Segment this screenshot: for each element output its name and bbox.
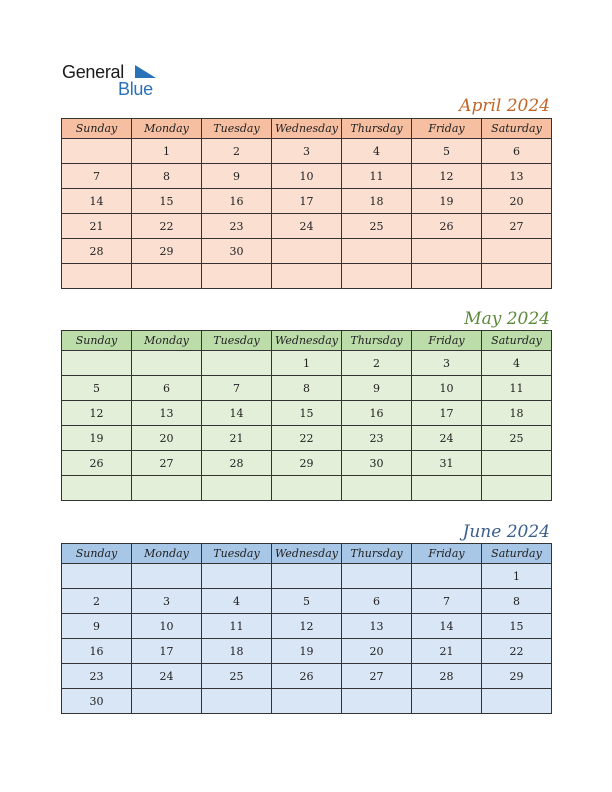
day-cell: 10	[132, 614, 202, 639]
day-cell: 20	[132, 426, 202, 451]
week-row	[62, 214, 552, 239]
weekday-header: Monday	[132, 331, 202, 351]
day-cell	[342, 264, 412, 289]
weekday-header-row	[62, 119, 552, 139]
weekday-header: Thursday	[342, 544, 412, 564]
day-cell: 1	[482, 564, 552, 589]
day-cell: 21	[62, 214, 132, 239]
day-cell	[272, 239, 342, 264]
day-cell: 17	[272, 189, 342, 214]
day-cell	[412, 689, 482, 714]
day-cell: 12	[412, 164, 482, 189]
day-cell: 12	[272, 614, 342, 639]
day-cell	[132, 564, 202, 589]
day-cell: 12	[62, 401, 132, 426]
day-cell	[482, 264, 552, 289]
logo-text-blue: Blue	[118, 79, 153, 99]
day-cell: 9	[342, 376, 412, 401]
day-cell: 29	[132, 239, 202, 264]
day-cell	[412, 476, 482, 501]
day-cell: 31	[412, 451, 482, 476]
day-cell	[412, 564, 482, 589]
day-cell: 3	[272, 139, 342, 164]
weekday-header: Friday	[412, 119, 482, 139]
day-cell: 20	[342, 639, 412, 664]
day-cell	[482, 239, 552, 264]
day-cell: 8	[482, 589, 552, 614]
day-cell	[342, 239, 412, 264]
day-cell: 7	[202, 376, 272, 401]
day-cell	[202, 351, 272, 376]
day-cell	[342, 476, 412, 501]
day-cell: 2	[342, 351, 412, 376]
day-cell: 4	[342, 139, 412, 164]
day-cell	[412, 264, 482, 289]
day-cell: 30	[62, 689, 132, 714]
day-cell: 7	[62, 164, 132, 189]
day-cell: 29	[272, 451, 342, 476]
day-cell: 3	[132, 589, 202, 614]
weekday-header: Sunday	[62, 544, 132, 564]
day-cell: 30	[342, 451, 412, 476]
day-cell: 21	[202, 426, 272, 451]
day-cell	[412, 239, 482, 264]
weekday-header: Saturday	[482, 331, 552, 351]
day-cell	[482, 451, 552, 476]
day-cell: 13	[342, 614, 412, 639]
day-cell: 26	[62, 451, 132, 476]
weekday-header: Saturday	[482, 119, 552, 139]
weekday-header: Monday	[132, 119, 202, 139]
day-cell	[482, 689, 552, 714]
day-cell: 18	[342, 189, 412, 214]
day-cell	[62, 351, 132, 376]
day-cell: 27	[342, 664, 412, 689]
day-cell: 16	[202, 189, 272, 214]
month-title-may: May 2024	[464, 309, 550, 329]
day-cell: 28	[202, 451, 272, 476]
day-cell: 29	[482, 664, 552, 689]
weekday-header: Monday	[132, 544, 202, 564]
week-row	[62, 689, 552, 714]
day-cell: 9	[62, 614, 132, 639]
day-cell: 25	[342, 214, 412, 239]
day-cell: 8	[272, 376, 342, 401]
day-cell: 1	[272, 351, 342, 376]
week-row	[62, 451, 552, 476]
day-cell	[132, 264, 202, 289]
day-cell	[202, 264, 272, 289]
day-cell	[272, 476, 342, 501]
day-cell: 17	[412, 401, 482, 426]
month-title-april: April 2024	[459, 96, 550, 116]
week-row	[62, 351, 552, 376]
day-cell	[132, 689, 202, 714]
day-cell: 18	[482, 401, 552, 426]
day-cell: 3	[412, 351, 482, 376]
weekday-header-row	[62, 544, 552, 564]
calendar-april	[61, 118, 552, 289]
weekday-header-row	[62, 331, 552, 351]
week-row	[62, 189, 552, 214]
calendar-june	[61, 543, 552, 714]
day-cell	[62, 139, 132, 164]
day-cell: 30	[202, 239, 272, 264]
day-cell: 4	[482, 351, 552, 376]
day-cell: 6	[482, 139, 552, 164]
day-cell: 23	[202, 214, 272, 239]
weekday-header: Friday	[412, 544, 482, 564]
day-cell: 6	[342, 589, 412, 614]
day-cell: 16	[342, 401, 412, 426]
weekday-header: Thursday	[342, 119, 412, 139]
day-cell: 27	[132, 451, 202, 476]
day-cell	[342, 689, 412, 714]
day-cell: 2	[202, 139, 272, 164]
day-cell: 11	[482, 376, 552, 401]
day-cell	[132, 351, 202, 376]
day-cell: 13	[132, 401, 202, 426]
day-cell	[202, 476, 272, 501]
day-cell: 14	[202, 401, 272, 426]
day-cell: 5	[62, 376, 132, 401]
day-cell: 16	[62, 639, 132, 664]
weekday-header: Wednesday	[272, 331, 342, 351]
day-cell: 7	[412, 589, 482, 614]
day-cell	[62, 476, 132, 501]
day-cell: 13	[482, 164, 552, 189]
weekday-header: Wednesday	[272, 544, 342, 564]
weekday-header: Saturday	[482, 544, 552, 564]
day-cell: 11	[342, 164, 412, 189]
week-row	[62, 164, 552, 189]
day-cell: 4	[202, 589, 272, 614]
week-row	[62, 664, 552, 689]
day-cell: 15	[272, 401, 342, 426]
week-row	[62, 614, 552, 639]
weekday-header: Thursday	[342, 331, 412, 351]
day-cell	[132, 476, 202, 501]
day-cell: 28	[412, 664, 482, 689]
day-cell	[202, 689, 272, 714]
week-row	[62, 376, 552, 401]
day-cell: 15	[482, 614, 552, 639]
week-row	[62, 639, 552, 664]
day-cell: 20	[482, 189, 552, 214]
day-cell: 23	[62, 664, 132, 689]
day-cell: 8	[132, 164, 202, 189]
day-cell	[272, 689, 342, 714]
day-cell	[272, 264, 342, 289]
day-cell: 28	[62, 239, 132, 264]
day-cell: 25	[202, 664, 272, 689]
day-cell	[342, 564, 412, 589]
day-cell: 24	[132, 664, 202, 689]
weekday-header: Friday	[412, 331, 482, 351]
weekday-header: Tuesday	[202, 119, 272, 139]
day-cell: 19	[412, 189, 482, 214]
day-cell: 6	[132, 376, 202, 401]
weekday-header: Wednesday	[272, 119, 342, 139]
logo-text-general: General	[62, 62, 124, 82]
weekday-header: Tuesday	[202, 544, 272, 564]
day-cell: 26	[412, 214, 482, 239]
day-cell: 14	[62, 189, 132, 214]
week-row	[62, 139, 552, 164]
day-cell: 19	[62, 426, 132, 451]
weekday-header: Sunday	[62, 331, 132, 351]
day-cell: 14	[412, 614, 482, 639]
month-title-june: June 2024	[462, 522, 550, 542]
day-cell: 18	[202, 639, 272, 664]
day-cell: 19	[272, 639, 342, 664]
day-cell: 1	[132, 139, 202, 164]
day-cell: 26	[272, 664, 342, 689]
day-cell: 10	[412, 376, 482, 401]
week-row	[62, 476, 552, 501]
day-cell	[62, 264, 132, 289]
day-cell: 22	[482, 639, 552, 664]
day-cell: 5	[412, 139, 482, 164]
day-cell: 9	[202, 164, 272, 189]
day-cell	[62, 564, 132, 589]
logo	[62, 62, 162, 100]
day-cell	[482, 476, 552, 501]
day-cell: 2	[62, 589, 132, 614]
day-cell	[272, 564, 342, 589]
weekday-header: Sunday	[62, 119, 132, 139]
day-cell: 10	[272, 164, 342, 189]
day-cell: 17	[132, 639, 202, 664]
day-cell: 27	[482, 214, 552, 239]
day-cell	[202, 564, 272, 589]
week-row	[62, 426, 552, 451]
week-row	[62, 564, 552, 589]
day-cell: 5	[272, 589, 342, 614]
calendar-may	[61, 330, 552, 501]
day-cell: 24	[412, 426, 482, 451]
day-cell: 22	[132, 214, 202, 239]
week-row	[62, 589, 552, 614]
day-cell: 15	[132, 189, 202, 214]
day-cell: 24	[272, 214, 342, 239]
logo-triangle-icon	[135, 65, 157, 79]
day-cell: 25	[482, 426, 552, 451]
day-cell: 11	[202, 614, 272, 639]
week-row	[62, 264, 552, 289]
day-cell: 23	[342, 426, 412, 451]
day-cell: 22	[272, 426, 342, 451]
week-row	[62, 401, 552, 426]
day-cell: 21	[412, 639, 482, 664]
week-row	[62, 239, 552, 264]
weekday-header: Tuesday	[202, 331, 272, 351]
